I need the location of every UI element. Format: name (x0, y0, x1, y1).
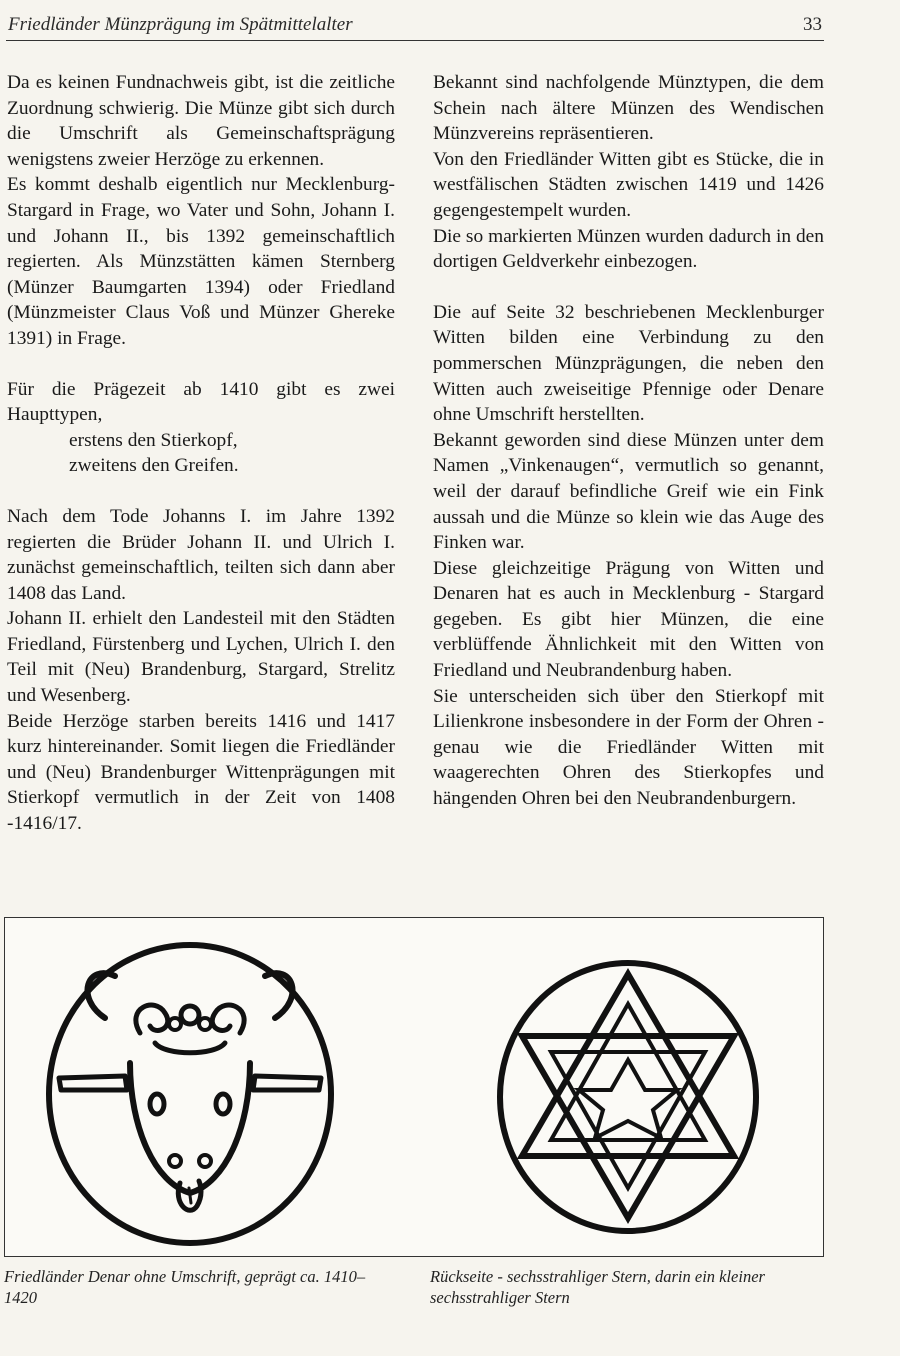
paragraph: Da es keinen Fundnachweis gibt, ist die zeitliche Zuordnung schwierig. Die Münze gibt sich durch die Umschrift als Gemeinschaftsprägung wenigstens zweier Herzöge zu erkennen. (7, 72, 395, 170)
paragraph: Von den Friedländer Witten gibt es Stücke, die in westfälischen Städten zwischen 1419 und 1426 gegengestempelt wurden. (433, 148, 824, 221)
paragraph: Die auf Seite 32 beschriebenen Mecklenburger Witten bilden eine Verbindung zu den pommerschen Münzprägungen, die neben den Witten auch zweiseitige Pfennige oder Denare ohne Umschrift herstellten. (433, 301, 824, 426)
list-item: erstens den Stierkopf, (69, 429, 238, 451)
running-title: Friedländer Münzprägung im Spätmittelalter (8, 14, 353, 35)
paragraph: Johann II. erhielt den Landesteil mit den Städten Friedland, Fürstenberg und Lychen, Ulrich I. den Teil mit (Neu) Brandenburg, Stargard, Strelitz und Wesenberg. (7, 608, 395, 707)
running-header (6, 10, 824, 41)
paragraph: Die so markierten Münzen wurden dadurch in den dortigen Geldverkehr einbezogen. (433, 225, 824, 273)
paragraph: Bekannt geworden sind diese Münzen unter dem Namen „Vinkenaugen“, vermutlich so genannt, weil der darauf befindliche Greif wie ein Fink aussah und die Münze so klein wie das Auge des Finken war. (433, 429, 824, 554)
coin-illustrations (5, 918, 823, 1256)
paragraph: Beide Herzöge starben bereits 1416 und 1417 kurz hintereinander. Somit liegen die Friedländer und (Neu) Brandenburger Wittenprägungen mit Stierkopf vermutlich in der Zeit von 1408 -1416/17. (7, 710, 395, 835)
paragraph: Für die Prägezeit ab 1410 gibt es zwei Haupttypen, (7, 378, 395, 426)
paragraph: Bekannt sind nachfolgende Münztypen, die dem Schein nach ältere Münzen des Wendischen Münzvereins repräsentieren. (433, 72, 824, 145)
figure-caption-reverse: Rückseite - sechsstrahliger Stern, darin ein kleiner sechsstrahliger Stern (430, 1267, 765, 1307)
list-item: zweitens den Greifen. (69, 455, 239, 477)
paragraph: Es kommt deshalb eigentlich nur Mecklenburg-Stargard in Frage, wo Vater und Sohn, Johann I. und Johann II., bis 1392 gemeinschaftlich regierten. Als Münzstätten kämen Sternberg (Münzer Baumgarten 1394) oder Friedland (Münzmeister Claus Voß und Münzer Ghereke 1391) in Frage. (7, 174, 395, 349)
coin-figure (4, 917, 824, 1257)
paragraph: Diese gleichzeitige Prägung von Witten und Denaren hat es auch in Mecklenburg - Stargard gegeben. Es gibt hier Münzen, die eine verblüffende Ähnlichkeit mit den Witten von Friedland und Neubrandenburg haben. (433, 557, 824, 682)
page-number: 33 (803, 14, 822, 35)
bull-head-coin-drawing (49, 945, 331, 1243)
six-pointed-star-coin-drawing (500, 963, 756, 1231)
paragraph: Nach dem Tode Johanns I. im Jahre 1392 regierten die Brüder Johann II. und Ulrich I. zunächst gemeinschaftlich, teilten sich dann aber 1408 das Land. (7, 505, 395, 604)
paragraph: Sie unterscheiden sich über den Stierkopf mit Lilienkrone insbesondere in der Form der Ohren - genau wie die Friedländer Witten mit waagerechten Ohren des Stierkopfes und hängenden Ohren bei den Neubrandenburgern. (433, 685, 824, 810)
right-column (433, 70, 824, 812)
figure-caption-obverse: Friedländer Denar ohne Umschrift, geprägt ca. 1410–1420 (4, 1267, 366, 1307)
left-column (7, 70, 395, 837)
